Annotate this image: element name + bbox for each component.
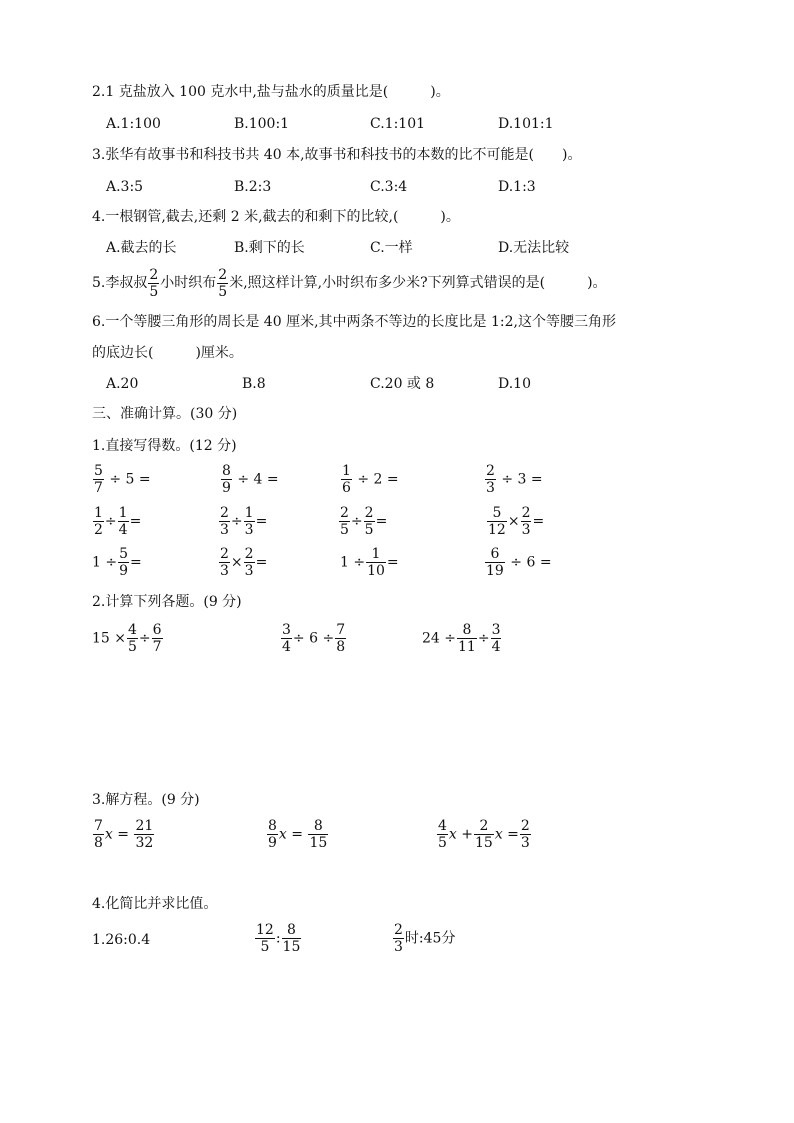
q3-option-b: B.2:3 bbox=[234, 179, 272, 195]
q6-option-c: C.20 或 8 bbox=[370, 376, 435, 392]
sub-1-title: 1.直接写得数。(12 分) bbox=[92, 438, 237, 454]
calc-item: $\frac{2}{5}$ ÷ $\frac{2}{5}$ = bbox=[340, 505, 388, 538]
q2-stem: 2.1 克盐放入 100 克水中,盐与盐水的质量比是( )。 bbox=[92, 84, 450, 100]
calc-item: $\frac{6}{19}$ ÷ 6 = bbox=[486, 546, 552, 579]
equation-item: $\frac{7}{8}$ x = $\frac{21}{32}$ bbox=[94, 818, 154, 851]
q5-text-3: 米,照这样计算,小时织布多少米?下列算式错误的是( )。 bbox=[229, 275, 607, 291]
q2-option-b: B.100:1 bbox=[234, 116, 290, 132]
q3-option-d: D.1:3 bbox=[498, 179, 536, 195]
ratio-item: $\frac{12}{5}$ : $\frac{8}{15}$ bbox=[256, 922, 301, 955]
ratio-item: $\frac{2}{3}$ 时:45分 bbox=[394, 922, 456, 955]
q6-option-b: B.8 bbox=[242, 376, 266, 392]
q6-line-1: 6.一个等腰三角形的周长是 40 厘米,其中两条不等边的长度比是 1:2,这个等腰三角形 bbox=[92, 314, 616, 330]
sub-4-title: 4.化简比并求比值。 bbox=[92, 896, 218, 912]
expression-item: $\frac{3}{4}$ ÷ 6 ÷ $\frac{7}{8}$ bbox=[282, 622, 346, 655]
q4-option-c: C.一样 bbox=[370, 240, 413, 256]
q6-option-a: A.20 bbox=[106, 376, 139, 392]
q5-text-2: 小时织布 bbox=[160, 275, 217, 291]
q4-option-a: A.截去的长 bbox=[106, 240, 177, 256]
calc-item: $\frac{8}{9}$ ÷ 4 = bbox=[222, 463, 279, 496]
calc-item: 1 ÷ $\frac{1}{10}$ = bbox=[340, 546, 399, 579]
q5-fraction-2: $\frac{2}{5}$ bbox=[218, 266, 228, 300]
calc-item: $\frac{5}{12}$ × $\frac{2}{3}$ = bbox=[488, 505, 545, 538]
calc-item: 1 ÷ $\frac{5}{9}$ = bbox=[92, 546, 142, 579]
q2-option-c: C.1:101 bbox=[370, 116, 426, 132]
q5-text-1: 5.李叔叔 bbox=[92, 275, 148, 291]
section-3-title: 三、准确计算。(30 分) bbox=[92, 406, 238, 422]
q3-option-a: A.3:5 bbox=[106, 179, 144, 195]
calc-item: $\frac{2}{3}$ ÷ $\frac{1}{3}$ = bbox=[220, 505, 268, 538]
equation-item: $\frac{8}{9}$ x = $\frac{8}{15}$ bbox=[268, 818, 328, 851]
equation-item: $\frac{4}{5}$ x + $\frac{2}{15}$ x = $\frac{2}{3}$ bbox=[438, 818, 530, 851]
q3-option-c: C.3:4 bbox=[370, 179, 408, 195]
q3-stem: 3.张华有故事书和科技书共 40 本,故事书和科技书的本数的比不可能是( )。 bbox=[92, 147, 582, 163]
q2-option-d: D.101:1 bbox=[498, 116, 554, 132]
q4-option-b: B.剩下的长 bbox=[234, 240, 305, 256]
q4-stem: 4.一根钢管,截去,还剩 2 米,截去的和剩下的比较,( )。 bbox=[92, 209, 460, 225]
calc-item: $\frac{1}{6}$ ÷ 2 = bbox=[342, 463, 399, 496]
q2-option-a: A.1:100 bbox=[106, 116, 161, 132]
q5-fraction-1: $\frac{2}{5}$ bbox=[149, 266, 159, 300]
calc-item: $\frac{2}{3}$ × $\frac{2}{3}$ = bbox=[220, 546, 268, 579]
q5-stem bbox=[92, 266, 607, 300]
calc-item: $\frac{5}{7}$ ÷ 5 = bbox=[94, 463, 151, 496]
ratio-item: 1.26:0.4 bbox=[92, 932, 151, 948]
q4-option-d: D.无法比较 bbox=[498, 240, 570, 256]
calc-item: $\frac{2}{3}$ ÷ 3 = bbox=[486, 463, 543, 496]
expression-item: 15 × $\frac{4}{5}$ ÷ $\frac{6}{7}$ bbox=[92, 622, 162, 655]
calc-item: $\frac{1}{2}$ ÷ $\frac{1}{4}$ = bbox=[94, 505, 142, 538]
sub-2-title: 2.计算下列各题。(9 分) bbox=[92, 594, 242, 610]
q6-option-d: D.10 bbox=[498, 376, 531, 392]
q6-line-2: 的底边长( )厘米。 bbox=[92, 345, 243, 361]
sub-3-title: 3.解方程。(9 分) bbox=[92, 792, 200, 808]
expression-item: 24 ÷ $\frac{8}{11}$ ÷ $\frac{3}{4}$ bbox=[422, 622, 501, 655]
